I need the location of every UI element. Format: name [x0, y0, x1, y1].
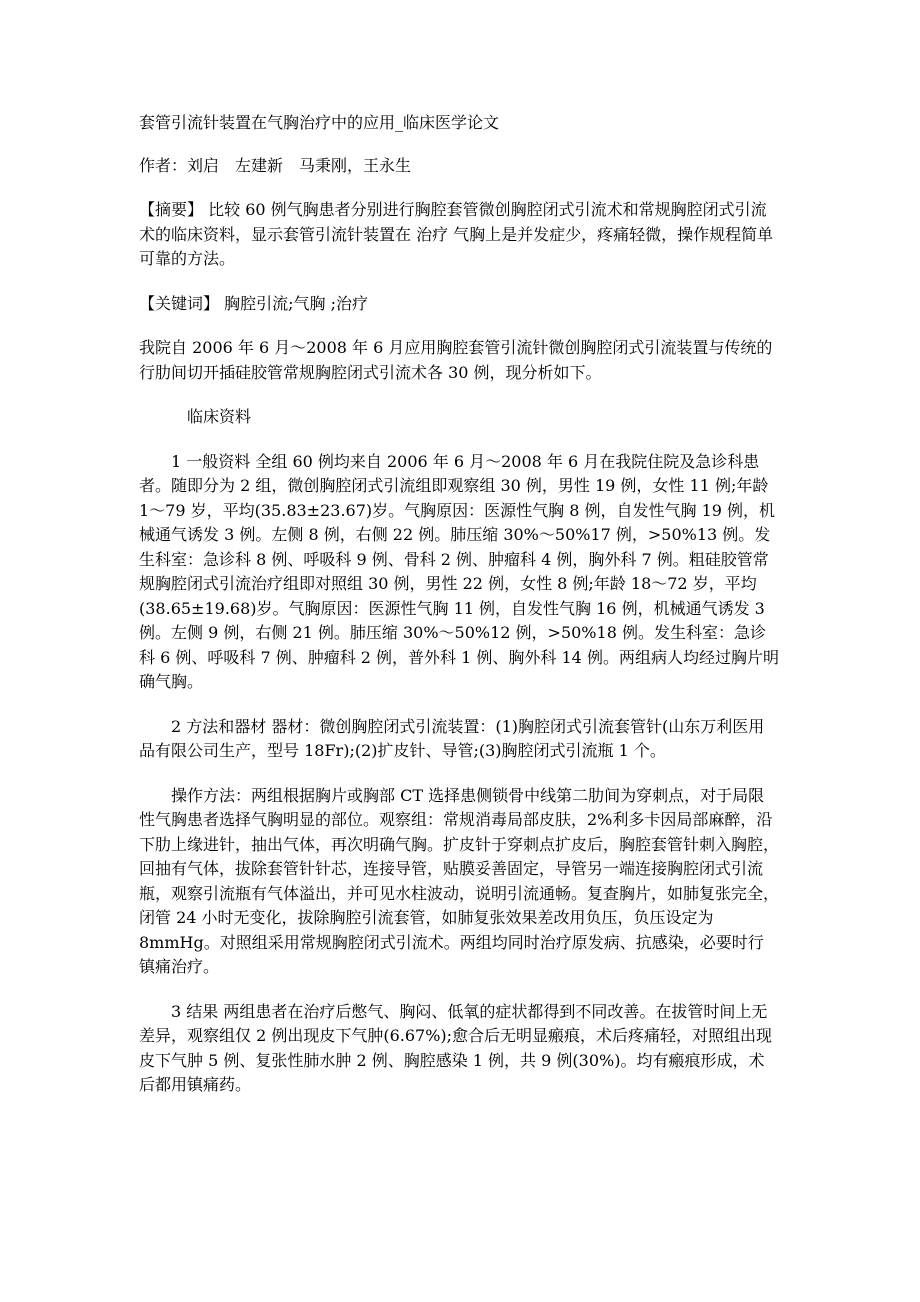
methods-paragraph: 2 方法和器材 器材：微创胸腔闭式引流装置：(1)胸腔闭式引流套管针(山东万利医用品有限公司生产，型号 18Fr);(2)扩皮针、导管;(3)胸腔闭式引流瓶 1 个。	[139, 716, 765, 760]
section-heading: 临床资料	[187, 407, 252, 426]
article-authors: 作者：刘启 左建新 马秉刚，王永生	[139, 155, 412, 175]
article-title: 套管引流针装置在气胸治疗中的应用_临床医学论文	[139, 113, 500, 132]
intro-paragraph: 我院自 2006 年 6 月～2008 年 6 月应用胸腔套管引流针微创胸腔闭式引流装置与传统的行肋间切开插硅胶管常规胸腔闭式引流术各 30 例，现分析如下。	[139, 338, 773, 382]
keywords-text: 胸腔引流;气胸 ;治疗	[219, 293, 368, 313]
keywords-paragraph	[139, 292, 779, 317]
general-info-paragraph: 1 一般资料 全组 60 例均来自 2006 年 6 月～2008 年 6 月在我院住院及急诊科患者。随即分为 2 组，微创胸腔闭式引流组即观察组 30 例，男性 19 例，女性 11 例;年龄 1～79 岁，平均(35.83±23.67)岁。气胸原因：医源性气胸 8 例，自发性气胸 19 例，机械通气诱发 3 例。左侧 8 例，右侧 22 例。肺压缩 30%～50%17 例，>50%13 例。发生科室：急诊科 8 例、呼吸科 9 例、骨科 2 例、肿瘤科 4 例，胸外科 7 例。粗硅胶管常规胸腔闭式引流治疗组即对照组 30 例，男性 22 例，女性 8 例;年龄 18～72 岁，平均(38.65±19.68)岁。气胸原因：医源性气胸 11 例，自发性气胸 16 例，机械通气诱发 3 例。左侧 9 例，右侧 21 例。肺压缩 30%～50%12 例，>50%18 例。发生科室：急诊科 6 例、呼吸科 7 例、肿瘤科 2 例，普外科 1 例、胸外科 14 例。两组病人均经过胸片明确气胸。	[139, 451, 779, 691]
article-body	[139, 111, 779, 1118]
abstract-label: 【摘要】	[139, 200, 204, 219]
operation-paragraph: 操作方法：两组根据胸片或胸部 CT 选择患侧锁骨中线第二肋间为穿刺点，对于局限性气胸患者选择气胸明显的部位。观察组：常规消毒局部皮肤，2%利多卡因局部麻醉，沿下肋上缘进针，抽出气体，再次明确气胸。扩皮针于穿刺点扩皮后，胸腔套管针刺入胸腔，回抽有气体，拔除套管针针芯，连接导管，贴膜妥善固定，导管另一端连接胸腔闭式引流瓶，观察引流瓶有气体溢出，并可见水柱波动，说明引流通畅。复查胸片，如肺复张完全，闭管 24 小时无变化，拔除胸腔引流套管，如肺复张效果差改用负压，负压设定为 8mmHg。对照组采用常规胸腔闭式引流术。两组均同时治疗原发病、抗感染，必要时行镇痛治疗。	[139, 785, 780, 976]
abstract-text: 比较 60 例气胸患者分别进行胸腔套管微创胸腔闭式引流术和常规胸腔闭式引流术的临床资料，显示套管引流针装置在 治疗 气胸上是并发症少，疼痛轻微，操作规程简单可靠的方法。	[139, 200, 774, 268]
keywords-label: 【关键词】	[139, 293, 220, 313]
results-paragraph: 3 结果 两组患者在治疗后憋气、胸闷、低氧的症状都得到不同改善。在拔管时间上无差异，观察组仅 2 例出现皮下气肿(6.67%);愈合后无明显瘢痕，术后疼痛轻，对照组出现皮下气肿 5 例、复张性肺水肿 2 例、胸腔感染 1 例，共 9 例(30%)。均有瘢痕形成，术后都用镇痛药。	[139, 1001, 773, 1094]
abstract-paragraph	[139, 198, 779, 272]
